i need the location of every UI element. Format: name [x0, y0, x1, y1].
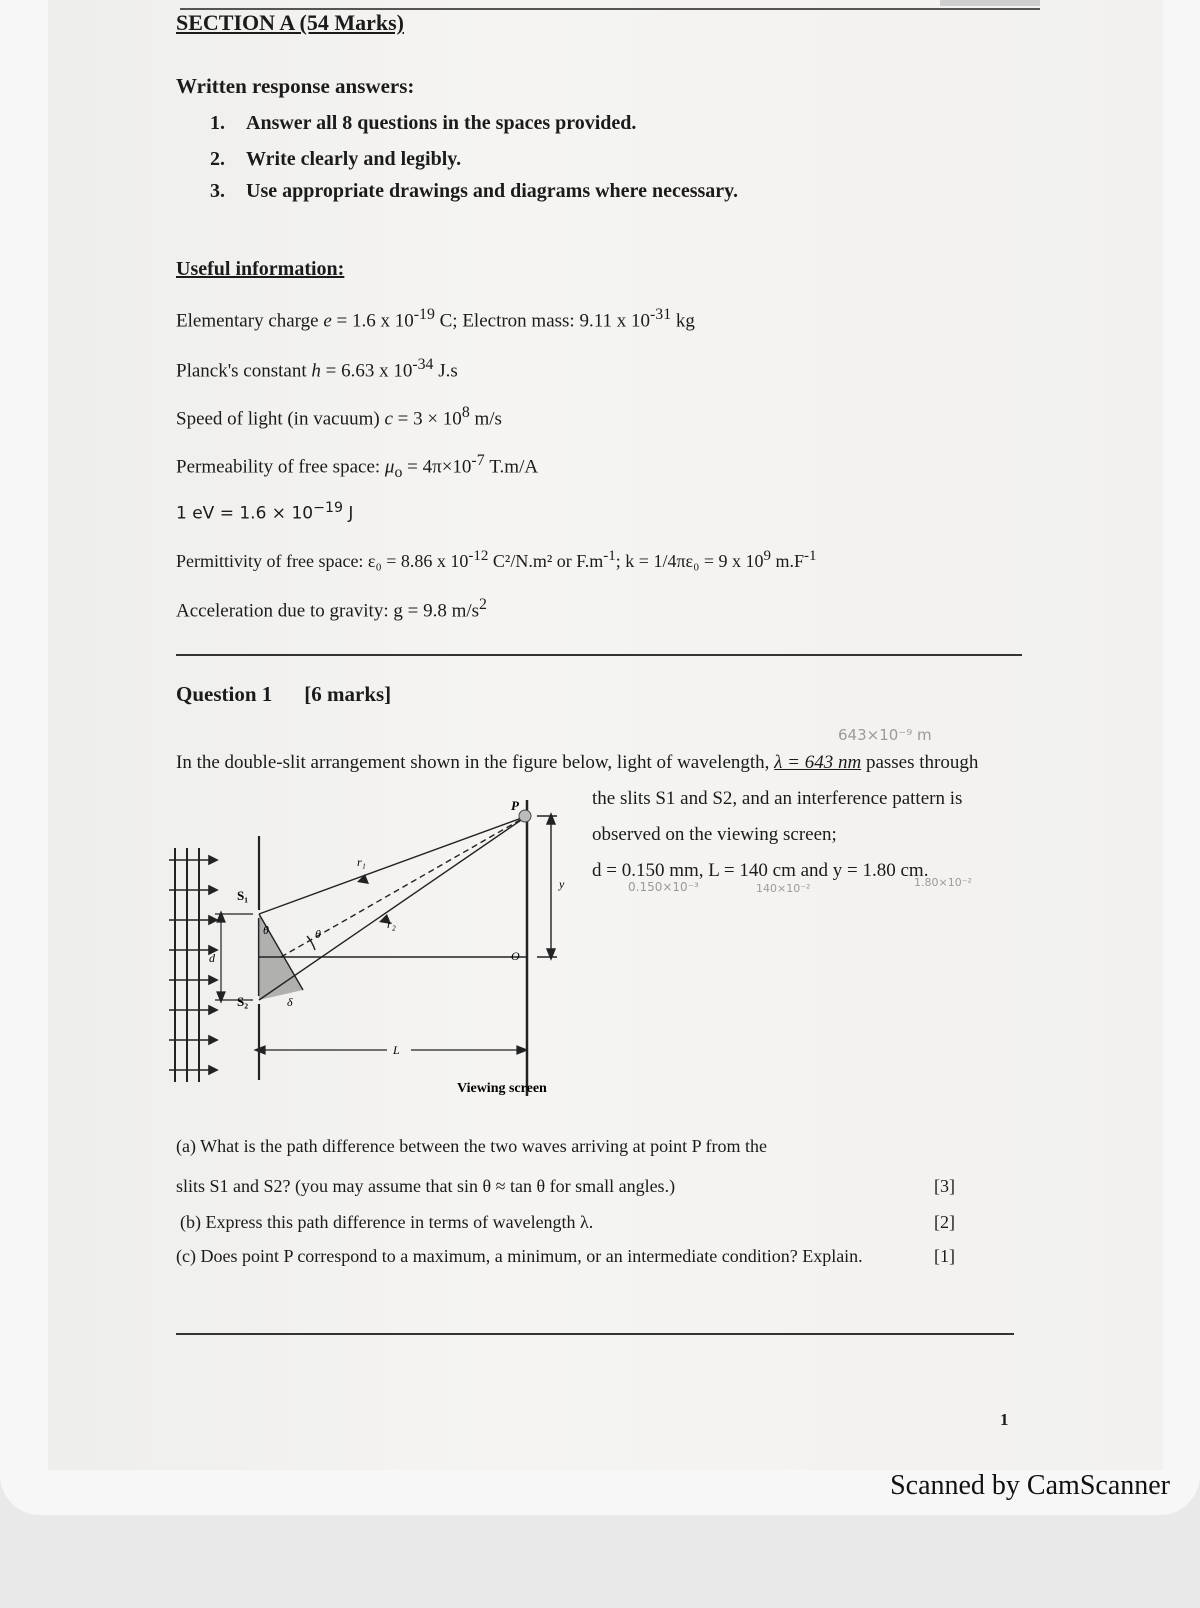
part-a-line2: slits S1 and S2? (you may assume that sin θ ≈ tan θ for small angles.) [176, 1176, 676, 1196]
top-page-fragment [940, 0, 1040, 6]
handwritten-l-note: 140×10⁻² [756, 882, 811, 895]
part-c-marks: [1] [934, 1246, 955, 1266]
written-heading: Written response answers: [176, 74, 415, 98]
y-dimension [537, 814, 557, 959]
instruction-1: 1. Answer all 8 questions in the spaces provided. [210, 112, 637, 134]
constant-permeability: Permeability of free space: $\mu_o = 4\pi\times 10^{-7}$ T.m/A [176, 452, 539, 482]
scanner-watermark: Scanned by CamScanner [890, 1470, 1170, 1501]
label-s2: S₂ [237, 994, 249, 1009]
page-number: 1 [1000, 1410, 1009, 1429]
constant-planck: Planck's constant h = 6.63 x $10^{-34}$ J.s [176, 356, 458, 382]
question-intro: In the double-slit arrangement shown in the figure below, light of wavelength, λ = 643 nm passes through [176, 752, 979, 773]
label-r1: r₁ [357, 855, 366, 869]
label-y: y [559, 877, 565, 891]
constant-permittivity: Permittivity of free space: ε₀ = 8.86 x $10^{-12}$ C²/N.m² or $F.m^{-1}$; k = 1/4πε₀ = 9 x $10^9$ $m.F^{-1}$ [176, 548, 817, 571]
part-a-marks: [3] [934, 1176, 955, 1196]
ray-lines [259, 816, 527, 1000]
incident-arrows [169, 856, 217, 1074]
constant-gravity: Acceleration due to gravity: g = 9.8 $m/s^2$ [176, 596, 487, 622]
label-l: L [393, 1043, 400, 1057]
divider-top [176, 654, 1022, 656]
divider-bottom [176, 1333, 1014, 1335]
instruction-3: 3. Use appropriate drawings and diagrams where necessary. [210, 180, 739, 202]
part-c: (c) Does point P correspond to a maximum, a minimum, or an intermediate condition? Explain. [176, 1246, 863, 1266]
part-b-marks: [2] [934, 1212, 955, 1232]
question-title: Question 1 [6 marks] [176, 682, 392, 706]
question-intro-line3: observed on the viewing screen; [592, 824, 837, 845]
label-o: O [511, 949, 520, 963]
handwritten-y-note: 1.80×10⁻² [914, 876, 972, 889]
section-title: SECTION A (54 Marks) [176, 10, 404, 35]
point-p-marker [519, 810, 531, 822]
label-theta-right: θ [315, 927, 321, 941]
incident-wave-grid [175, 848, 199, 1082]
constant-light: Speed of light (in vacuum) $c = 3 \times 10^8$ m/s [176, 404, 502, 430]
label-delta: δ [287, 995, 293, 1009]
label-d: d [209, 951, 215, 965]
constant-charge: Elementary charge e = 1.6 x $10^{-19}$ C; Electron mass: 9.11 x $10^{-31}$ kg [176, 306, 695, 332]
label-r2: r₂ [387, 917, 396, 931]
ray-arrows [357, 874, 391, 924]
label-viewing-screen: Viewing screen [457, 1081, 547, 1096]
constant-ev: 1 eV = $1.6 \times 10^{-19}$ J [176, 500, 354, 524]
label-s1: S₁ [237, 888, 249, 903]
label-theta-left: θ [263, 923, 269, 937]
double-slit-figure [165, 800, 585, 1100]
d-dimension [215, 912, 253, 1002]
useful-heading: Useful information: [176, 258, 345, 280]
label-p: P [511, 800, 519, 813]
instruction-2: 2. Write clearly and legibly. [210, 148, 462, 170]
question-params: d = 0.150 mm, L = 140 cm and y = 1.80 cm. [592, 860, 929, 881]
handwritten-lambda-note: 643×10⁻⁹ m [838, 726, 932, 744]
l-dimension [255, 1046, 527, 1054]
handwritten-d-note: 0.150×10⁻³ [628, 880, 699, 894]
part-b: (b) Express this path difference in terms of wavelength λ. [180, 1212, 594, 1232]
question-intro-line2: the slits S1 and S2, and an interference pattern is [592, 788, 963, 809]
part-a-line1: (a) What is the path difference between the two waves arriving at point P from the [176, 1136, 767, 1156]
